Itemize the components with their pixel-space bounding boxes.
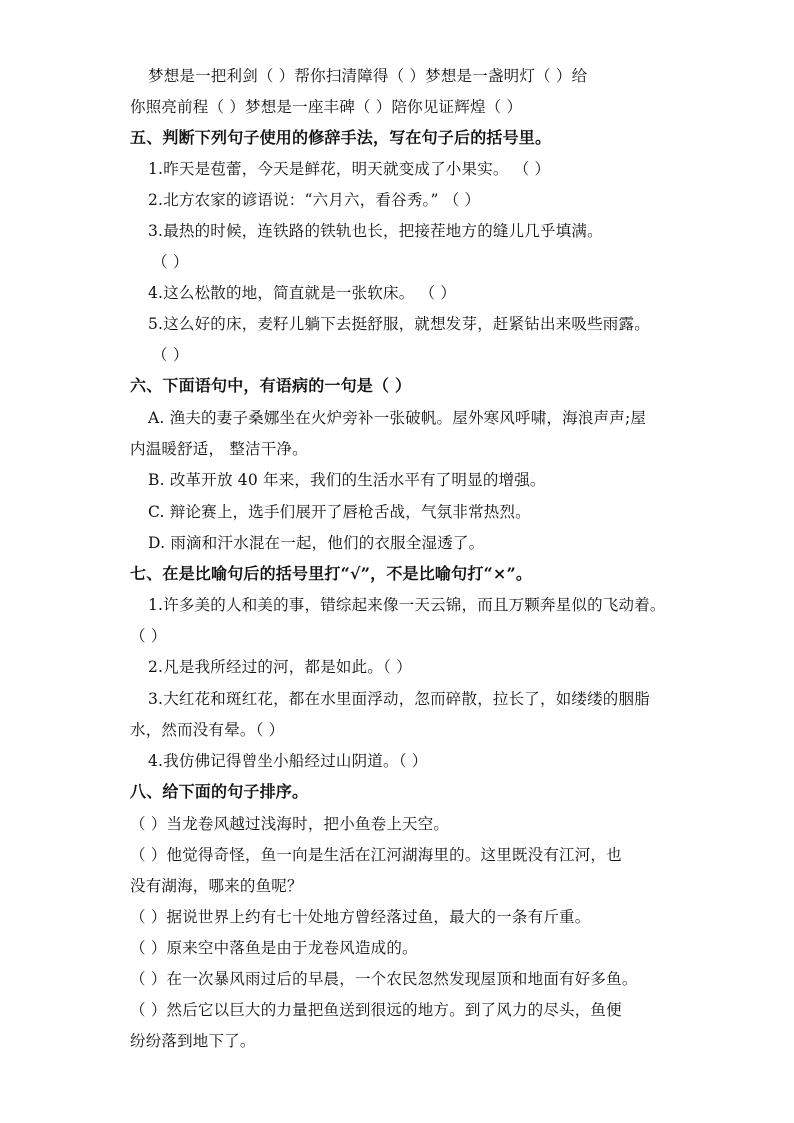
s7-item-1-answer: （ ） [130,627,167,645]
s8-sentence-6-cont: 纷纷落到地下了。 [130,1032,256,1050]
s8-sentence-6: （ ）然后它以巨大的力量把鱼送到很远的地方。到了风力的尽头，鱼便 [130,1001,622,1019]
s5-item-3: 3.最热的时候，连铁路的铁轨也长，把接茬地方的缝儿几乎填满。 [148,222,603,240]
section-7-heading: 七、在是比喻句后的括号里打“√”，不是比喻句打“×”。 [130,564,533,583]
s7-item-3-cont: 水，然而没有晕。（ ） [130,721,285,739]
s6-option-c: C. 辩论赛上，选手们展开了唇枪舌战，气氛非常热烈。 [148,503,531,521]
s7-item-2: 2.凡是我所经过的河，都是如此。（ ） [148,658,412,676]
s7-item-4: 4.我仿佛记得曾坐小船经过山阴道。（ ） [148,752,428,770]
q4-line-2: 你照亮前程（ ）梦想是一座丰碑（ ）陪你见证辉煌（ ） [130,98,523,116]
s5-item-5-answer: （ ） [152,346,189,364]
s6-option-d: D. 雨滴和汗水混在一起，他们的衣服全湿透了。 [148,534,485,552]
s7-item-1: 1.许多美的人和美的事，错综起来像一天云锦，而且万颗奔星似的飞动着。 [148,596,666,614]
s6-option-a: A. 渔夫的妻子桑娜坐在火炉旁补一张破帆。屋外寒风呼啸，海浪声声;屋 [148,409,647,427]
s5-item-4: 4.这么松散的地，简直就是一张软床。 （ ） [148,284,457,302]
s8-sentence-4: （ ）原来空中落鱼是由于龙卷风造成的。 [130,939,418,957]
s8-sentence-5: （ ）在一次暴风雨过后的早晨，一个农民忽然发现屋顶和地面有好多鱼。 [130,970,638,988]
section-6-heading: 六、下面语句中，有语病的一句是（ ） [130,376,412,395]
s8-sentence-3: （ ）据说世界上约有七十处地方曾经落过鱼，最大的一条有斤重。 [130,908,591,926]
q4-line-1: 梦想是一把利剑（ ）帮你扫清障得（ ）梦想是一盏明灯（ ）给 [148,67,588,85]
s5-item-3-answer: （ ） [152,253,189,271]
s5-item-5: 5.这么好的床，麦籽儿躺下去挺舒服，就想发芽，赶紧钻出来吸些雨露。 [148,315,650,333]
s6-option-a-cont: 内温暖舒适， 整洁干净。 [130,440,308,458]
section-5-heading: 五、判断下列句子使用的修辞手法，写在句子后的括号里。 [130,128,552,147]
s8-sentence-1: （ ）当龙卷风越过浅海时，把小鱼卷上天空。 [130,815,450,833]
section-8-heading: 八、给下面的句子排序。 [130,782,309,801]
s6-option-b: B. 改革开放 40 年来，我们的生活水平有了明显的增强。 [148,471,546,489]
s8-sentence-2-cont: 没有湖海，哪来的鱼呢？ [130,877,303,895]
s7-item-3: 3.大红花和斑红花，都在水里面浮动，忽而碎散，拉长了，如缕缕的胭脂 [148,690,650,708]
s8-sentence-2: （ ）他觉得奇怪，鱼一向是生活在江河湖海里的。这里既没有江河，也 [130,846,622,864]
s5-item-1: 1.昨天是苞蕾，今天是鲜花，明天就变成了小果实。 （ ） [148,160,551,178]
s5-item-2: 2.北方农家的谚语说：“六月六，看谷秀。” （ ） [148,191,481,209]
